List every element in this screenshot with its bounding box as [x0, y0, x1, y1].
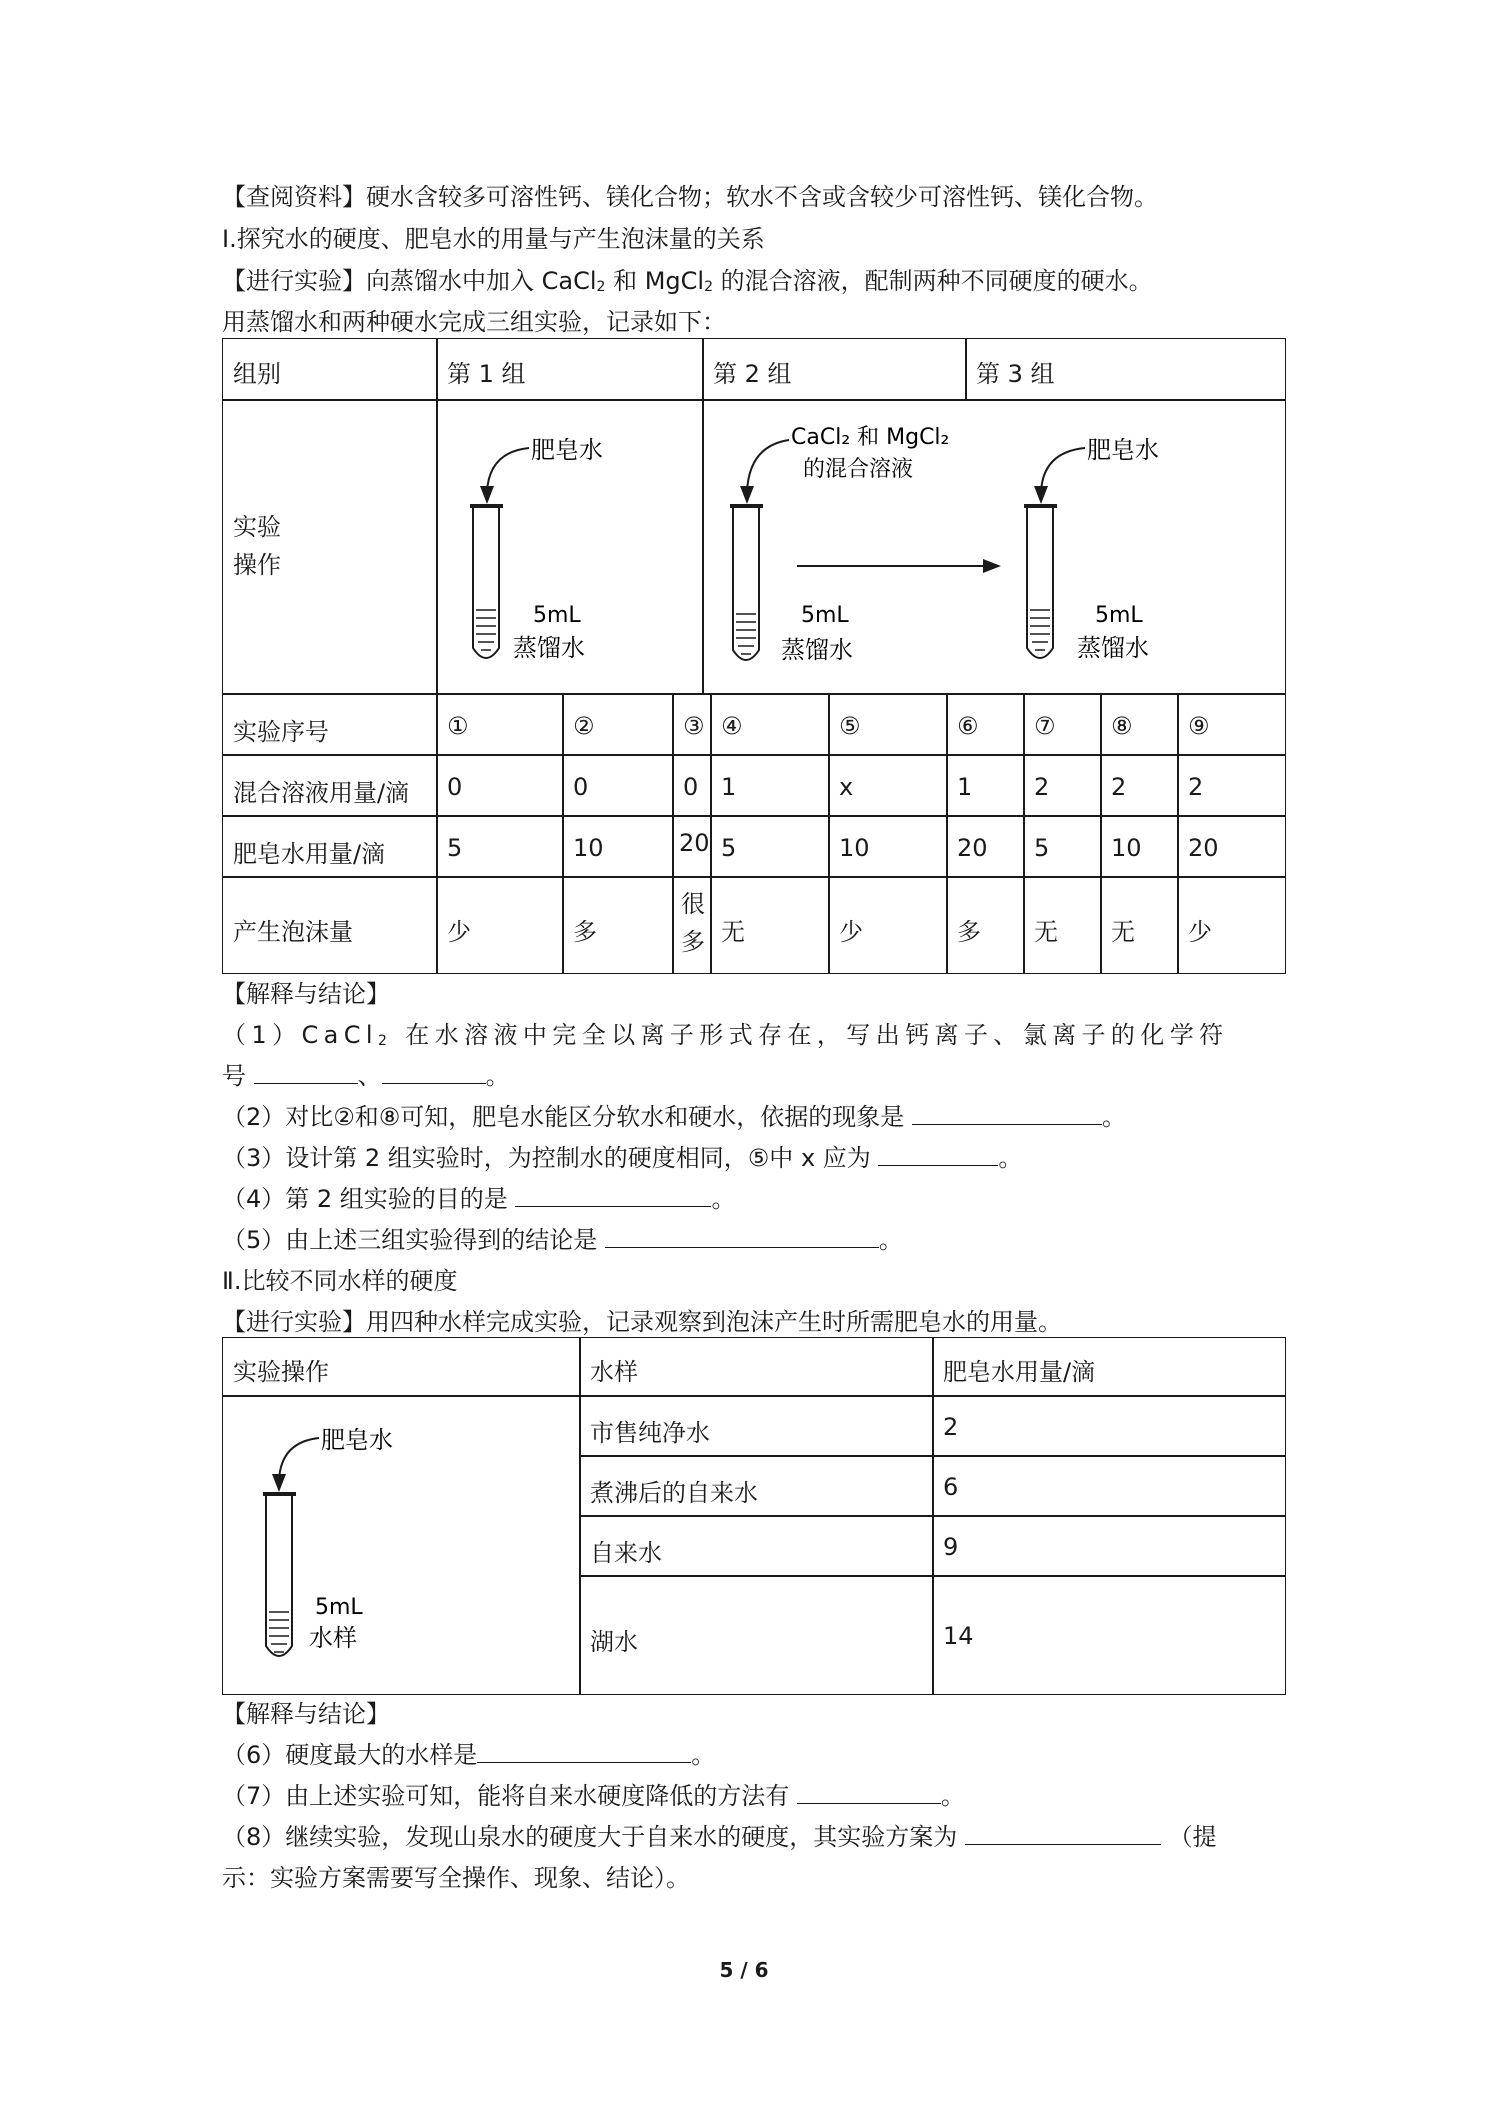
cell-value: 20 [679, 829, 710, 857]
operation-figure-cell [222, 1395, 581, 1695]
header-operation-cell [222, 1337, 581, 1397]
answer-blank-7[interactable] [797, 1779, 941, 1804]
operation-label: 实验 操作 [233, 513, 281, 579]
cell-value: ⑥ [957, 711, 979, 740]
question-1: （1）CaCl$_2$ 在水溶液中完全以离子形式存在，写出钙离子、氯离子的化学符 [222, 1021, 1229, 1049]
table-cell [1023, 876, 1102, 974]
cell-value: 无 [1034, 918, 1058, 946]
cell-value: 很多 [681, 890, 705, 956]
row-label: 肥皂水用量/滴 [233, 839, 386, 868]
row-label: 实验序号 [233, 717, 329, 746]
volume-label: 5mL [1095, 603, 1143, 628]
test-tube-figure-2-3 [703, 400, 1283, 692]
header-sample: 水样 [590, 1358, 638, 1386]
table-cell [672, 876, 712, 974]
amount-cell [932, 1575, 1286, 1695]
section-1-title: Ⅰ.探究水的硬度、肥皂水的用量与产生泡沫量的关系 [222, 225, 765, 253]
row-label-cell [222, 876, 438, 974]
question-7: （7）由上述实验可知，能将自来水硬度降低的方法有 。 [222, 1779, 965, 1813]
table-cell [1100, 754, 1179, 817]
table-cell [1177, 754, 1286, 817]
table-cell [1177, 815, 1286, 878]
table-cell [562, 754, 674, 817]
question-8: （8）继续实验，发现山泉水的硬度大于自来水的硬度，其实验方案为 （提 [222, 1820, 1217, 1854]
header-sample-cell [579, 1337, 934, 1397]
section-2-intro: 【进行实验】用四种水样完成实验，记录观察到泡沫产生时所需肥皂水的用量。 [222, 1308, 1062, 1336]
table-cell [710, 815, 830, 878]
table-cell [672, 815, 712, 878]
cell-value: 1 [957, 772, 973, 801]
cell-value: 5 [721, 833, 737, 862]
cell-value: 多 [573, 918, 597, 946]
cell-value: ① [447, 711, 469, 740]
table-cell [1023, 754, 1102, 817]
cell-value: 市售纯净水 [590, 1419, 710, 1447]
table-cell [710, 693, 830, 756]
mixture-label-2: 的混合溶液 [803, 457, 914, 482]
cell-value: ⑨ [1188, 711, 1210, 740]
cell-value: ⑤ [839, 711, 861, 740]
group-3-label: 第 3 组 [976, 360, 1055, 388]
cell-value: 少 [1188, 918, 1212, 946]
table-cell [710, 876, 830, 974]
row-label-cell [222, 693, 438, 756]
cell-value: 9 [943, 1533, 959, 1561]
row-label-cell [222, 815, 438, 878]
row-label: 产生泡沫量 [233, 918, 353, 946]
arrow-icon [983, 559, 1001, 573]
table-cell [946, 815, 1025, 878]
cell-value: 14 [943, 1622, 974, 1650]
section-2-title: Ⅱ.比较不同水样的硬度 [222, 1267, 458, 1295]
table-cell [946, 876, 1025, 974]
answer-blank-2[interactable] [912, 1100, 1102, 1125]
page-number: 5 / 6 [719, 1958, 769, 1982]
group-1-cell [436, 338, 704, 401]
cell-value: 无 [721, 918, 745, 946]
cell-value: ② [573, 711, 595, 740]
answer-blank-8[interactable] [965, 1820, 1161, 1845]
header-amount-cell [932, 1337, 1286, 1397]
cell-value: 5 [1034, 833, 1050, 862]
cell-value: 20 [957, 833, 988, 862]
conclusion-heading-1: 【解释与结论】 [222, 980, 390, 1008]
table-cell [562, 693, 674, 756]
volume-label: 5mL [315, 1595, 363, 1620]
cell-value: ③ [683, 711, 705, 740]
group-2-cell [702, 338, 967, 401]
sample-cell [579, 1575, 934, 1695]
table-cell [436, 754, 564, 817]
cell-value: 2 [1034, 772, 1050, 801]
group-2-label: 第 2 组 [713, 360, 792, 388]
volume-label: 5mL [533, 603, 581, 628]
experiment-intro-1: 【进行实验】向蒸馏水中加入 CaCl$_2$ 和 MgCl$_2$ 的混合溶液，配制两种不同硬度的硬水。 [222, 267, 1153, 295]
operation-label-cell [222, 399, 438, 695]
table-cell [946, 754, 1025, 817]
experiment-intro-2: 用蒸馏水和两种硬水完成三组实验，记录如下： [222, 308, 726, 336]
volume-label: 5mL [801, 603, 849, 628]
question-5: （5）由上述三组实验得到的结论是 。 [222, 1223, 903, 1257]
sample-cell [579, 1455, 934, 1517]
conclusion-heading-2: 【解释与结论】 [222, 1700, 390, 1728]
amount-cell [932, 1395, 1286, 1457]
experiment-table-2 [222, 1337, 1286, 1695]
cell-value: 6 [943, 1473, 959, 1501]
cell-value: 无 [1111, 918, 1135, 946]
group-3-cell [965, 338, 1286, 401]
table-cell [828, 815, 948, 878]
table-cell [946, 693, 1025, 756]
reference-text: 【查阅资料】硬水含较多可溶性钙、镁化合物；软水不含或含较少可溶性钙、镁化合物。 [222, 183, 1158, 211]
group-label: 组别 [233, 360, 281, 388]
mixture-label-1: CaCl₂ 和 MgCl₂ [791, 425, 950, 450]
row-label-cell [222, 754, 438, 817]
answer-blank-calcium-ion[interactable] [254, 1059, 358, 1084]
header-amount: 肥皂水用量/滴 [943, 1358, 1096, 1386]
table-cell [436, 815, 564, 878]
table-cell [436, 693, 564, 756]
table-cell [1023, 815, 1102, 878]
cell-value: 自来水 [590, 1539, 662, 1567]
cell-value: 煮沸后的自来水 [590, 1479, 758, 1507]
cell-value: 湖水 [590, 1628, 638, 1656]
water-label: 蒸馏水 [513, 634, 585, 662]
table-cell [1100, 693, 1179, 756]
cell-value: 多 [957, 918, 981, 946]
table-cell [1100, 876, 1179, 974]
answer-blank-chloride-ion[interactable] [382, 1059, 486, 1084]
table-cell [1177, 876, 1286, 974]
cell-value: ⑦ [1034, 711, 1056, 740]
table-cell [1177, 693, 1286, 756]
question-6: （6）硬度最大的水样是 。 [222, 1738, 715, 1772]
question-1-cont: 号 、 。 [222, 1059, 510, 1093]
sample-cell [579, 1515, 934, 1577]
cell-value: 10 [839, 833, 870, 862]
soap-label: 肥皂水 [1087, 436, 1159, 464]
cell-value: 少 [839, 918, 863, 946]
cell-value: 2 [1111, 772, 1127, 801]
question-4: （4）第 2 组实验的目的是 。 [222, 1182, 735, 1216]
cell-value: 10 [1111, 833, 1142, 862]
test-tube-figure-1 [437, 400, 701, 692]
water-label: 蒸馏水 [1077, 634, 1149, 662]
table-cell [828, 693, 948, 756]
cell-value: 5 [447, 833, 463, 862]
table-cell [828, 754, 948, 817]
group-1-label: 第 1 组 [447, 360, 526, 388]
soap-label: 肥皂水 [531, 436, 603, 464]
cell-value: 0 [573, 772, 589, 801]
question-3: （3）设计第 2 组实验时，为控制水的硬度相同，⑤中 x 应为 。 [222, 1141, 1022, 1175]
question-8-cont: 示：实验方案需要写全操作、现象、结论）。 [222, 1864, 690, 1892]
cell-value: 2 [1188, 772, 1204, 801]
answer-blank-5[interactable] [605, 1223, 879, 1248]
soap-label: 肥皂水 [321, 1426, 393, 1454]
sample-label: 水样 [309, 1624, 357, 1652]
table-cell [436, 876, 564, 974]
table-cell [562, 876, 674, 974]
cell-value: ⑧ [1111, 711, 1133, 740]
cell-value: x [839, 772, 854, 801]
cell-value: 2 [943, 1413, 959, 1441]
sample-cell [579, 1395, 934, 1457]
table-cell [1023, 693, 1102, 756]
table-cell [562, 815, 674, 878]
cell-value: 10 [573, 833, 604, 862]
water-label: 蒸馏水 [781, 636, 853, 664]
cell-value: 1 [721, 772, 737, 801]
group-2-3-figure-cell [702, 399, 1286, 695]
amount-cell [932, 1515, 1286, 1577]
table-cell [672, 754, 712, 817]
row-label: 混合溶液用量/滴 [233, 778, 410, 807]
cell-value: 少 [447, 918, 471, 946]
experiment-table-1 [222, 338, 1286, 974]
header-operation: 实验操作 [233, 1358, 329, 1386]
table-cell [1100, 815, 1179, 878]
group-1-figure-cell [436, 399, 704, 695]
group-header-cell [222, 338, 438, 401]
answer-blank-4[interactable] [515, 1182, 711, 1207]
amount-cell [932, 1455, 1286, 1517]
table-cell [828, 876, 948, 974]
table-cell [672, 693, 712, 756]
test-tube-figure-sample [223, 1396, 578, 1692]
cell-value: ④ [721, 711, 743, 740]
cell-value: 20 [1188, 833, 1219, 862]
answer-blank-3[interactable] [878, 1141, 998, 1166]
table-cell [710, 754, 830, 817]
question-2: （2）对比②和⑧可知，肥皂水能区分软水和硬水，依据的现象是 。 [222, 1100, 1126, 1134]
cell-value: 0 [683, 772, 699, 801]
answer-blank-6[interactable] [477, 1738, 691, 1763]
cell-value: 0 [447, 772, 463, 801]
